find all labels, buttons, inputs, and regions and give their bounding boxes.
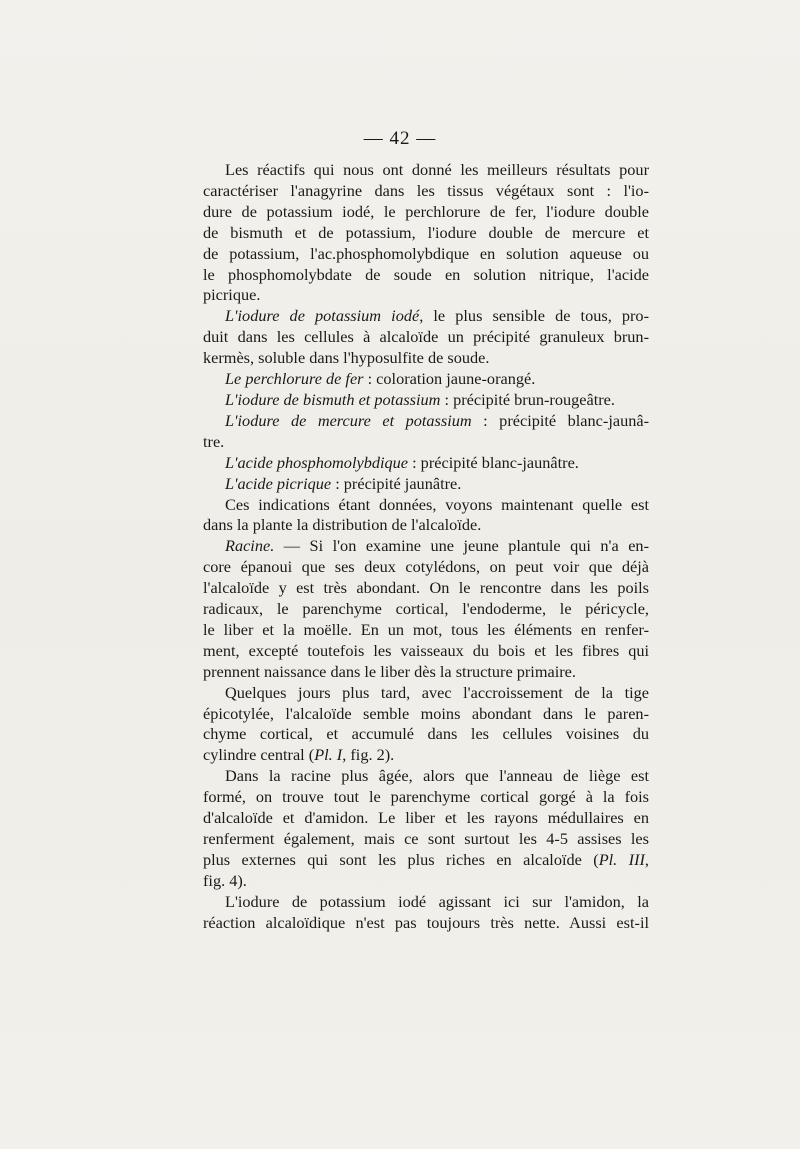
text-line	[203, 390, 649, 411]
paragraph-indications	[203, 495, 649, 537]
text-line	[203, 453, 649, 474]
paragraph-reactifs-intro	[203, 160, 649, 306]
text-line: chyme cortical, et accumulé dans les cellules voisines du	[203, 724, 649, 744]
text-line	[203, 474, 649, 495]
paragraph-phosphomolybdique	[203, 453, 649, 474]
text-line: dure de potassium iodé, le perchlorure de fer, l'iodure double	[203, 201, 649, 221]
text-line: Dans la racine plus âgée, alors que l'anneau de liège est	[225, 766, 649, 786]
paragraph-picrique	[203, 474, 649, 495]
page-number: — 42 —	[363, 128, 437, 149]
text-line	[203, 306, 649, 327]
text-line: renferment également, mais ce sont surtout les 4-5 assises les	[203, 829, 649, 848]
text-line	[203, 850, 649, 871]
section-term: Racine.	[225, 536, 275, 556]
text-line: épicotylée, l'alcaloïde semble moins abondant dans le paren-	[203, 703, 649, 723]
text-line	[203, 745, 649, 766]
text-fragment: — Si l'on examine une jeune plantule qui n'a en-	[274, 536, 649, 556]
paragraph-bismuth	[203, 390, 649, 411]
text-line: d'alcaloïde et d'amidon. Le liber et les rayons médullaires en	[203, 808, 649, 828]
plate-reference: Pl. I	[314, 745, 343, 765]
text-line: caractériser l'anagyrine dans les tissus végétaux sont : l'io-	[203, 180, 649, 200]
paragraph-iodure-amidon	[203, 892, 649, 934]
text-line: picrique.	[203, 285, 261, 305]
text-fragment: : précipité brun-rougeâtre.	[440, 389, 615, 409]
text-line: kermès, soluble dans l'hyposulfite de soude.	[203, 348, 490, 368]
reagent-term: L'iodure de potassium iodé	[225, 306, 420, 326]
body-text	[203, 160, 649, 934]
paragraph-perchlorure	[203, 369, 649, 390]
text-fragment: cylindre central (	[203, 745, 315, 765]
text-line: ment, excepté toutefois les vaisseaux du bois et les fibres qui	[203, 640, 649, 660]
text-fragment: ,	[644, 849, 649, 869]
text-line: prennent naissance dans le liber dès la structure primaire.	[203, 661, 576, 681]
paragraph-iodure-potassium	[203, 306, 649, 369]
text-line: dans la plante la distribution de l'alcaloïde.	[203, 515, 482, 535]
reagent-term: L'acide phosphomolybdique	[225, 452, 409, 472]
text-line: core épanoui que ses deux cotylédons, on peut voir que déjà	[203, 557, 649, 577]
reagent-term: Le perchlorure de fer	[225, 369, 364, 389]
text-line: formé, on trouve tout le parenchyme cortical gorgé à la fois	[203, 787, 649, 807]
text-line: radicaux, le parenchyme cortical, l'endoderme, le péricycle,	[203, 599, 649, 619]
text-line	[203, 536, 649, 557]
text-fragment: , le plus sensible de tous, pro-	[419, 306, 649, 326]
text-line: fig. 4).	[203, 870, 247, 890]
plate-reference: Pl. III	[598, 849, 645, 869]
paragraph-racine	[203, 536, 649, 682]
text-fragment: , fig. 2).	[342, 745, 395, 765]
text-line: le phosphomolybdate de soude en solution nitrique, l'acide	[203, 264, 649, 284]
text-fragment: : précipité blanc-jaunâtre.	[408, 452, 579, 472]
paragraph-dans-la-racine	[203, 766, 649, 891]
text-fragment: : coloration jaune-orangé.	[363, 369, 536, 389]
reagent-term: L'acide picrique	[225, 473, 332, 493]
text-fragment: : précipité jaunâtre.	[331, 473, 462, 493]
text-line: l'alcaloïde y est très abondant. On le rencontre dans les poils	[203, 578, 649, 598]
text-line: le liber et la moëlle. En un mot, tous les éléments en renfer-	[203, 619, 649, 639]
text-line: Quelques jours plus tard, avec l'accroissement de la tige	[225, 682, 649, 702]
text-line: tre.	[203, 431, 225, 451]
text-line: de potassium, l'ac.phosphomolybdique en solution aqueuse ou	[203, 243, 649, 263]
text-line	[203, 411, 649, 432]
text-line: duit dans les cellules à alcaloïde un précipité granuleux brun-	[203, 327, 649, 347]
text-line: L'iodure de potassium iodé agissant ici sur l'amidon, la	[225, 891, 649, 911]
text-fragment: : précipité blanc-jaunâ-	[471, 410, 650, 430]
text-line: Les réactifs qui nous ont donné les meilleurs résultats pour	[225, 160, 649, 179]
text-line: de bismuth et de potassium, l'iodure double de mercure et	[203, 222, 649, 242]
reagent-term: L'iodure de bismuth et potassium	[225, 389, 441, 409]
paragraph-quelques-jours	[203, 683, 649, 767]
text-line: Ces indications étant données, voyons maintenant quelle est	[225, 494, 649, 514]
text-line	[203, 369, 649, 390]
text-line: réaction alcaloïdique n'est pas toujours très nette. Aussi est-il	[203, 912, 649, 932]
reagent-term: L'iodure de mercure et potassium	[225, 410, 472, 430]
text-fragment: plus externes qui sont les plus riches en alcaloïde (	[203, 849, 599, 869]
paragraph-mercure	[203, 411, 649, 453]
